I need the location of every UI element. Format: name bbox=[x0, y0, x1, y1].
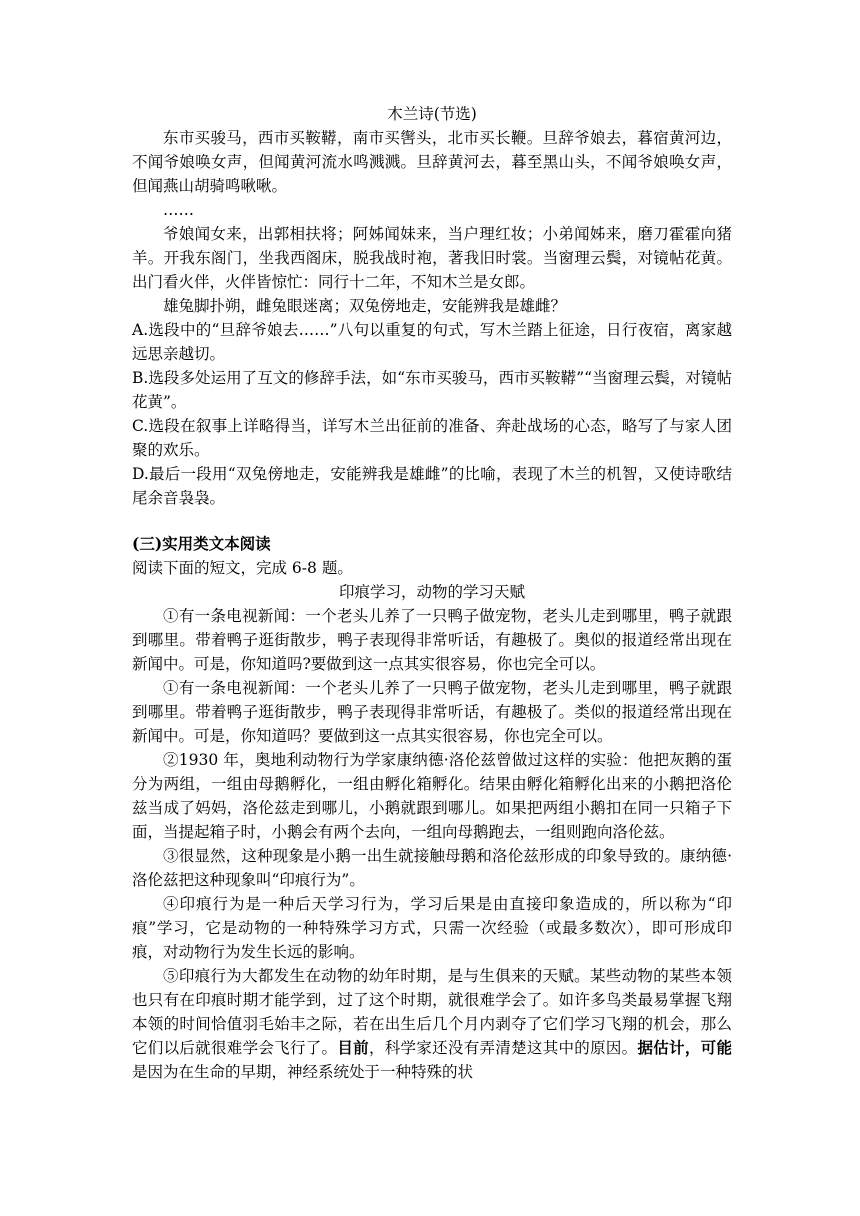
paragraph-text: 是因为在生命的早期，神经系统处于一种特殊的状 bbox=[132, 1063, 474, 1081]
article-paragraph: ①有一条电视新闻：一个老头儿养了一只鸭子做宠物，老头儿走到哪里，鸭子就跟到哪里。带着鸭子逛街散步，鸭子表现得非常听话，有趣极了。奥似的报道经常出现在新闻中。可是，你知道吗?要做到这一点其实很容易，你也完全可以。 bbox=[132, 607, 732, 673]
article-paragraph-last bbox=[132, 964, 732, 1084]
option-b: B.选段多处运用了互文的修辞手法，如“东市买骏马，西市买鞍鞯”“当窗理云鬓，对镜帖花黄”。 bbox=[132, 369, 732, 411]
poem-stanza: 东市买骏马，西市买鞍鞯，南市买辔头，北市买长鞭。旦辞爷娘去，暮宿黄河边，不闻爷娘唤女声，但闻黄河流水鸣溅溅。旦辞黄河去，暮至黑山头，不闻爷娘唤女声，但闻燕山胡骑鸣啾啾。 bbox=[132, 129, 732, 195]
section-heading: (三)实用类文本阅读 bbox=[132, 534, 271, 553]
article-title: 印痕学习，动物的学习天赋 bbox=[338, 583, 525, 601]
emphasis-text: 目前 bbox=[337, 1038, 369, 1057]
poem-stanza: 雄兔脚扑朔，雌兔眼迷离；双兔傍地走，安能辨我是雄雌？ bbox=[163, 297, 567, 315]
poem-ellipsis: …… bbox=[163, 201, 194, 219]
poem-title: 木兰诗(节选) bbox=[387, 105, 477, 123]
article-paragraph: ②1930 年，奥地利动物行为学家康纳德·洛伦兹曾做过这样的实验：他把灰鹅的蛋分为两组，一组由母鹅孵化，一组由孵化箱孵化。结果由孵化箱孵化出来的小鹅把洛伦兹当成了妈妈，洛伦兹走到哪儿，小鹅就跟到哪儿。如果把两组小鹅扣在同一只箱子下面，当提起箱子时，小鹅会有两个去向，一组向母鹅跑去，一组则跑向洛伦兹。 bbox=[132, 751, 732, 841]
paragraph-text: ，科学家还没有弄清楚这其中的原因。 bbox=[368, 1039, 638, 1057]
article-paragraph: ④印痕行为是一种后天学习行为，学习后果是由直接印象造成的，所以称为“印痕”学习，它是动物的一种特殊学习方式，只需一次经验（或最多数次），即可形成印痕，对动物行为发生长远的影响。 bbox=[132, 895, 732, 961]
option-d: D.最后一段用“双兔傍地走，安能辨我是雄雌”的比喻，表现了木兰的机智，又使诗歌结尾余音袅袅。 bbox=[132, 465, 732, 507]
option-c: C.选段在叙事上详略得当，详写木兰出征前的准备、奔赴战场的心态，略写了与家人团聚的欢乐。 bbox=[132, 417, 732, 459]
article-paragraph: ①有一条电视新闻：一个老头儿养了一只鸭子做宠物，老头儿走到哪里，鸭子就跟到哪里。带着鸭子逛街散步，鸭子表现得非常听话，有趣极了。类似的报道经常出现在新闻中。可是，你知道吗？要做到这一点其实很容易，你也完全可以。 bbox=[132, 679, 732, 745]
poem-stanza: 爷娘闻女来，出郭相扶将；阿姊闻妹来，当户理红妆；小弟闻姊来，磨刀霍霍向猪羊。开我东阁门，坐我西阁床，脱我战时袍，著我旧时裳。当窗理云鬓，对镜帖花黄。出门看火伴，火伴皆惊忙：同行十二年，不知木兰是女郎。 bbox=[132, 225, 732, 291]
paragraph-text: ⑤印痕行为大都发生在动物的幼年时期，是与生俱来的天赋。某些动物的某些本领也只有在印痕时期才能学到，过了这个时期，就很难学会了。如许多鸟类最易掌握飞翔本领的时间恰值羽毛始丰之际，若在出生后几个月内剥夺了它们学习飞翔的机会，那么它们以后就很难学会飞行了。 bbox=[132, 967, 732, 1057]
section-instruction: 阅读下面的短文，完成 6-8 题。 bbox=[132, 559, 353, 577]
section-gap bbox=[132, 510, 732, 532]
option-a: A.选段中的“旦辞爷娘去……”八句以重复的句式，写木兰踏上征途，日行夜宿，离家越远思亲越切。 bbox=[132, 321, 732, 363]
emphasis-text: 据估计，可能 bbox=[637, 1038, 732, 1057]
article-paragraph: ③很显然，这种现象是小鹅一出生就接触母鹅和洛伦兹形成的印象导致的。康纳德·洛伦兹把这种现象叫“印痕行为”。 bbox=[132, 847, 732, 889]
